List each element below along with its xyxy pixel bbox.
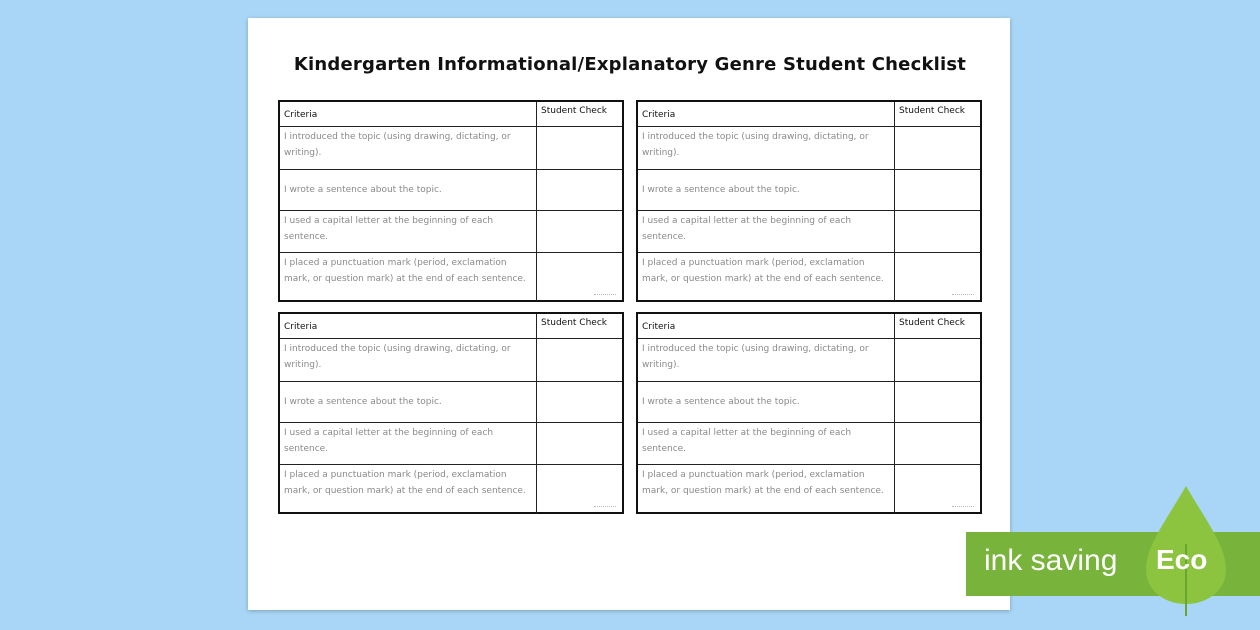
table-row [280, 423, 622, 465]
student-check-cell [894, 339, 980, 381]
criteria-text: I placed a punctuation mark (period, exclamation mark, or question mark) at the end of each sentence. [284, 470, 526, 496]
student-check-cell [536, 253, 622, 301]
student-check-cell [894, 211, 980, 252]
table-header [638, 102, 980, 127]
table-row [638, 339, 980, 382]
checklist-table [636, 100, 982, 302]
criteria-text: I introduced the topic (using drawing, dictating, or writing). [284, 132, 511, 158]
criteria-text: I wrote a sentence about the topic. [284, 397, 442, 407]
table-row [280, 127, 622, 170]
criteria-text: I wrote a sentence about the topic. [642, 397, 800, 407]
table-row [638, 465, 980, 513]
footer-mark [594, 506, 616, 509]
footer-mark [952, 506, 974, 509]
table-header [280, 102, 622, 127]
eco-label: Eco [1156, 544, 1208, 575]
student-check-cell [536, 127, 622, 169]
criteria-text: I introduced the topic (using drawing, dictating, or writing). [642, 132, 869, 158]
student-check-cell [894, 170, 980, 210]
footer-mark [952, 294, 974, 297]
student-check-cell [894, 253, 980, 301]
checklist-table [636, 312, 982, 514]
criteria-header: Criteria [642, 110, 676, 120]
criteria-text: I introduced the topic (using drawing, dictating, or writing). [284, 344, 511, 370]
criteria-text: I placed a punctuation mark (period, exclamation mark, or question mark) at the end of each sentence. [642, 470, 884, 496]
table-row [638, 211, 980, 253]
student-check-cell [894, 382, 980, 422]
student-check-header: Student Check [536, 102, 622, 126]
table-row [638, 423, 980, 465]
criteria-text: I wrote a sentence about the topic. [284, 185, 442, 195]
table-row [280, 465, 622, 513]
criteria-text: I used a capital letter at the beginning of each sentence. [642, 216, 852, 242]
student-check-cell [536, 170, 622, 210]
student-check-cell [536, 339, 622, 381]
footer-mark [594, 294, 616, 297]
criteria-text: I placed a punctuation mark (period, exclamation mark, or question mark) at the end of each sentence. [284, 258, 526, 284]
criteria-text: I used a capital letter at the beginning of each sentence. [642, 428, 852, 454]
student-check-cell [894, 423, 980, 464]
ink-saving-label: ink saving [984, 544, 1118, 577]
student-check-cell [536, 423, 622, 464]
table-header [638, 314, 980, 339]
criteria-header: Criteria [642, 322, 676, 332]
table-row [280, 339, 622, 382]
student-check-header: Student Check [536, 314, 622, 338]
criteria-header: Criteria [284, 110, 318, 120]
student-check-cell [894, 127, 980, 169]
table-row [280, 211, 622, 253]
table-row [638, 170, 980, 211]
student-check-cell [536, 382, 622, 422]
table-row [280, 170, 622, 211]
criteria-text: I wrote a sentence about the topic. [642, 185, 800, 195]
student-check-header: Student Check [894, 314, 980, 338]
student-check-cell [536, 465, 622, 513]
student-check-cell [894, 465, 980, 513]
table-header [280, 314, 622, 339]
criteria-text: I used a capital letter at the beginning of each sentence. [284, 216, 494, 242]
student-check-cell [536, 211, 622, 252]
table-row [638, 253, 980, 301]
criteria-text: I introduced the topic (using drawing, dictating, or writing). [642, 344, 869, 370]
table-row [280, 253, 622, 301]
page-title: Kindergarten Informational/Explanatory Genre Student Checklist [293, 54, 967, 75]
criteria-text: I placed a punctuation mark (period, exclamation mark, or question mark) at the end of each sentence. [642, 258, 884, 284]
criteria-text: I used a capital letter at the beginning of each sentence. [284, 428, 494, 454]
table-row [280, 382, 622, 423]
student-check-header: Student Check [894, 102, 980, 126]
checklist-table [278, 100, 624, 302]
criteria-header: Criteria [284, 322, 318, 332]
table-row [638, 127, 980, 170]
table-row [638, 382, 980, 423]
checklist-table [278, 312, 624, 514]
